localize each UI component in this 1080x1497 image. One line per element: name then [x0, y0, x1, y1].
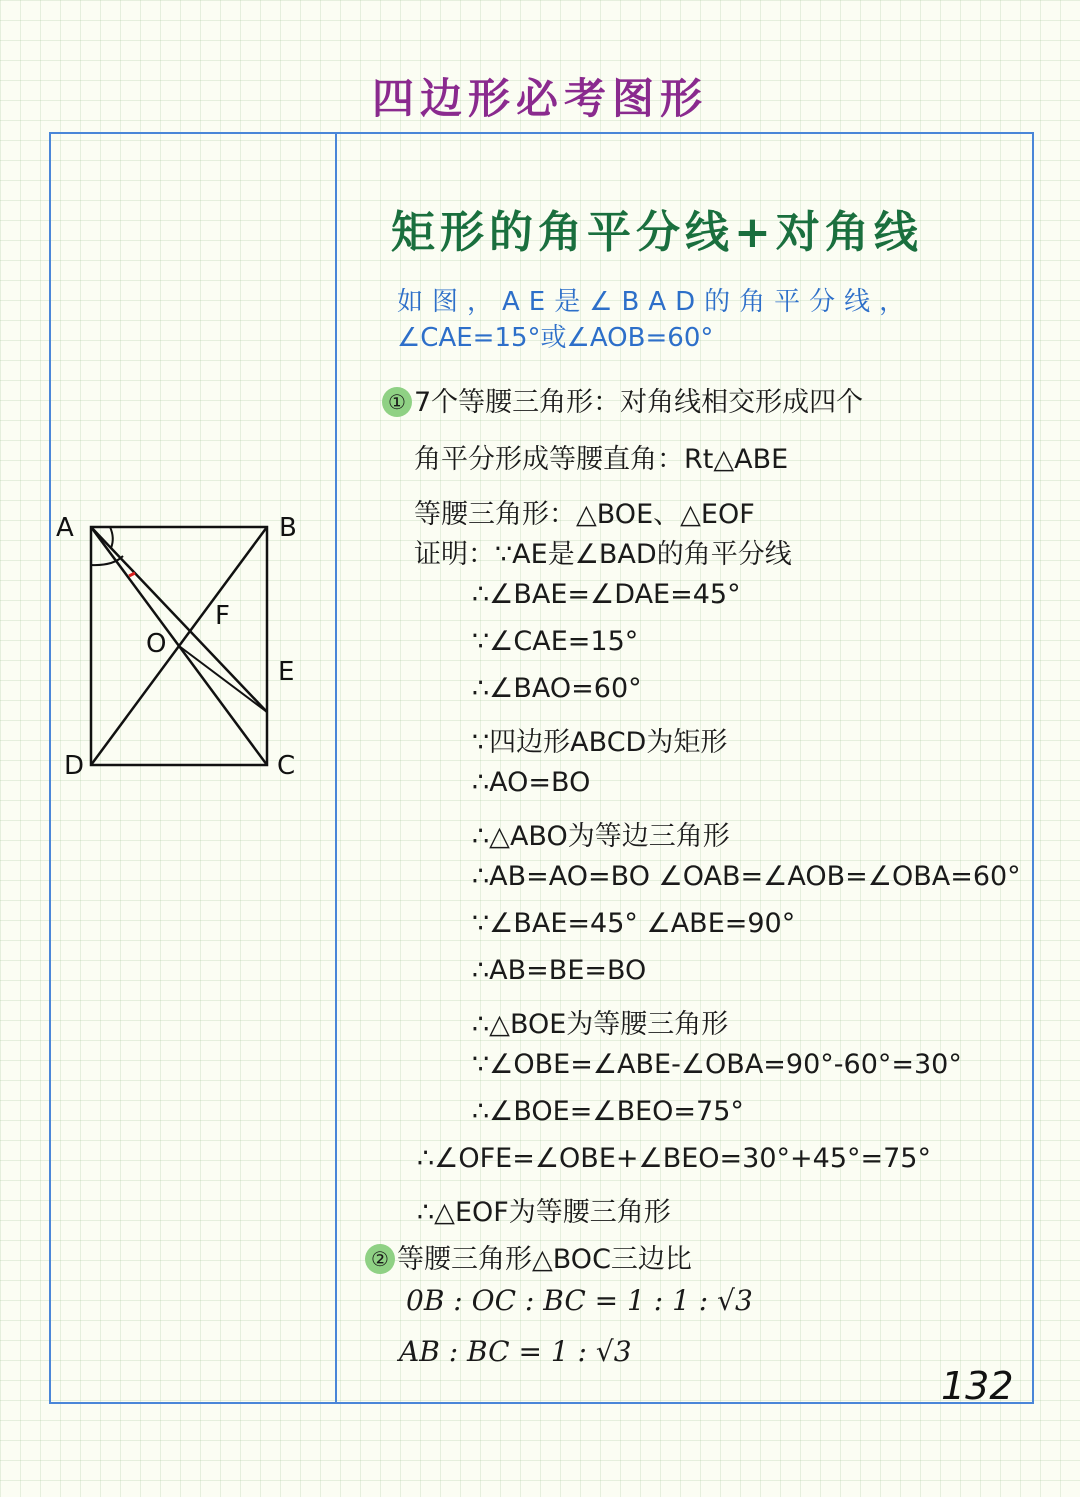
rectangle-figure [51, 134, 335, 1402]
proof-line: 等腰三角形：△BOE、△EOF [414, 499, 755, 530]
proof-line: ∴∠BOE=∠BEO=75° [472, 1096, 744, 1127]
proof-line: ∴△ABO为等边三角形 [472, 821, 730, 852]
proof-line: ∵∠CAE=15° [472, 626, 639, 657]
proof-line: ∴AO=BO [472, 767, 591, 798]
label-d: D [64, 751, 85, 781]
point2-number: ② [365, 1244, 395, 1274]
proof-line: ∴△BOE为等腰三角形 [472, 1009, 729, 1040]
page-title: 四边形必考图形 [371, 74, 708, 123]
point1-number: ① [382, 387, 412, 417]
proof-line: ∵四边形ABCD为矩形 [472, 727, 728, 758]
intro-line-2: ∠CAE=15°或∠AOB=60° [397, 323, 714, 353]
angle-mark-inner [110, 527, 113, 548]
segment-oe [179, 646, 267, 712]
proof-line: ∵∠OBE=∠ABE-∠OBA=90°-60°=30° [472, 1049, 962, 1080]
label-c: C [277, 751, 296, 781]
section-title: 矩形的角平分线+对角线 [391, 207, 923, 258]
tick-mark [129, 573, 135, 576]
point1-heading: ① 7个等腰三角形：对角线相交形成四个 [382, 380, 863, 419]
ratio-boc: 0B : OC : BC = 1 : 1 : √3 [406, 1284, 753, 1317]
column-divider [335, 134, 337, 1402]
label-a: A [56, 513, 74, 543]
ratio-ab-bc: AB : BC = 1 : √3 [399, 1335, 632, 1368]
proof-line: ∴∠BAE=∠DAE=45° [472, 579, 741, 610]
label-b: B [279, 513, 297, 543]
intro-text [397, 284, 997, 356]
label-o: O [146, 629, 167, 659]
point2-heading: ② 等腰三角形△BOC三边比 [365, 1237, 692, 1276]
label-e: E [278, 657, 295, 687]
proof-line: ∵∠BAE=45° ∠ABE=90° [472, 908, 796, 939]
content-frame [49, 132, 1034, 1408]
label-f: F [215, 601, 230, 631]
proof-line: ∴AB=AO=BO ∠OAB=∠AOB=∠OBA=60° [472, 861, 1021, 892]
page-number: 132 [941, 1364, 1014, 1408]
proof-line: 角平分形成等腰直角：Rt△ABE [414, 444, 789, 475]
proof-line: 证明：∵AE是∠BAD的角平分线 [414, 539, 792, 570]
proof-line: ∴∠BAO=60° [472, 673, 642, 704]
proof-line: ∴∠OFE=∠OBE+∠BEO=30°+45°=75° [417, 1143, 931, 1174]
proof-line: ∴AB=BE=BO [472, 955, 647, 986]
intro-line-1: 如图，AE是∠BAD的角平分线， [397, 287, 915, 317]
proof-line: ∴△EOF为等腰三角形 [417, 1197, 671, 1228]
bisector-ae [91, 527, 267, 712]
